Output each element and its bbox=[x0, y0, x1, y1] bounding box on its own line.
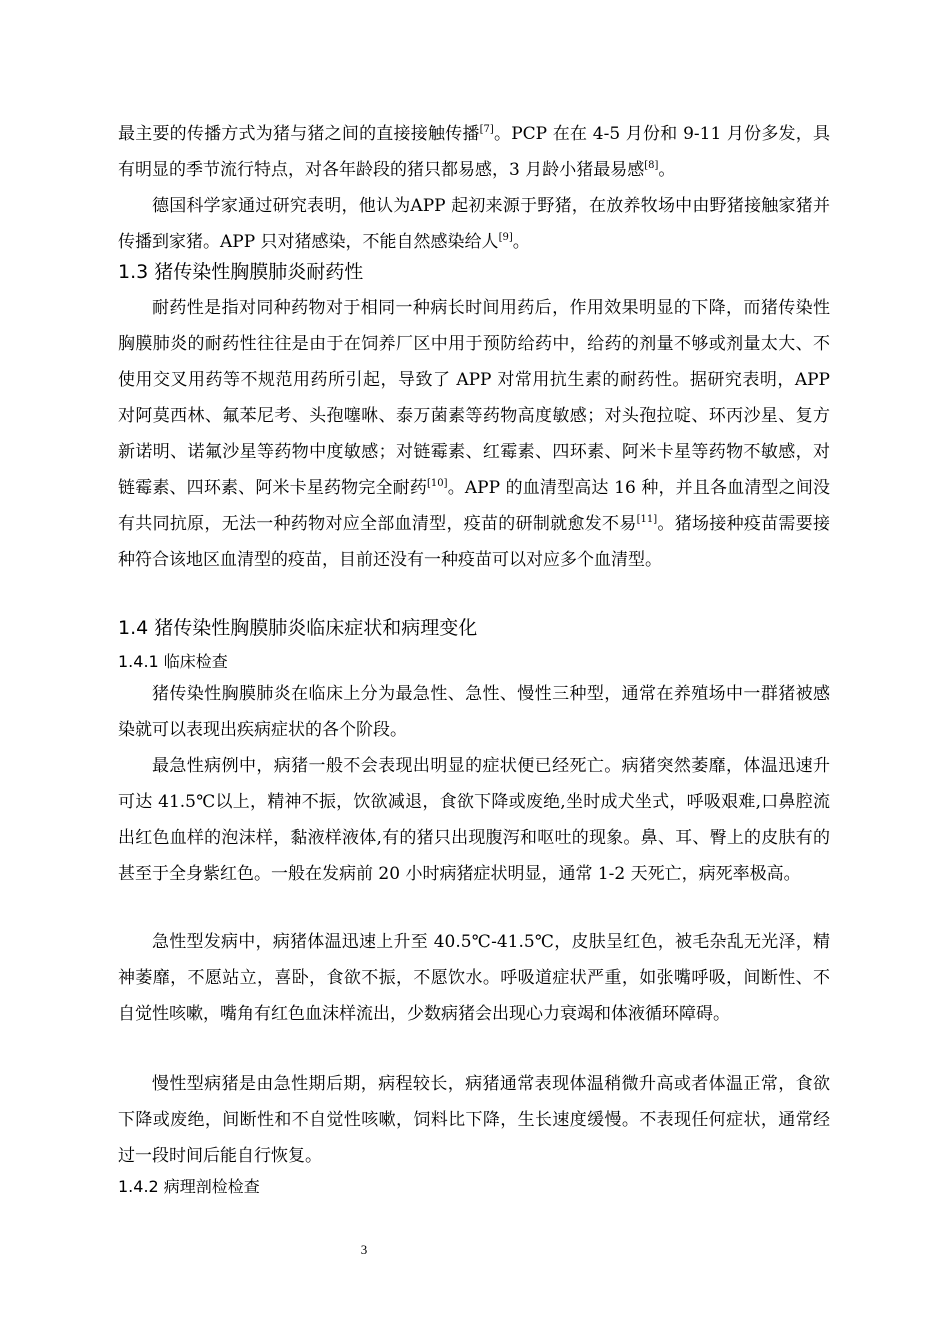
paragraph-drug-resistance bbox=[118, 290, 830, 578]
subsection-heading-1-4-2: 1.4.2 病理剖检检查 bbox=[118, 1177, 260, 1196]
page-number: 3 bbox=[360, 1242, 368, 1257]
paragraph-origin bbox=[118, 188, 830, 260]
text-run: 最急性病例中，病猪一般不会表现出明显的症状便已经死亡。病猪突然萎靡，体温迅速升可达 41.5℃以上，精神不振，饮欲减退，食欲下降或废绝,坐时成犬坐式，呼吸艰难,口鼻腔流出红色血样的泡沫样，黏液样液体,有的猪只出现腹泻和呕吐的现象。鼻、耳、臀上的皮肤有的甚至于全身紫红色。一般在发病前 20 小时病猪症状明显，通常 1-2 天死亡，病死率极高。 bbox=[118, 756, 830, 884]
text-run: 德国科学家通过研究表明，他认为APP 起初来源于野猪，在放养牧场中由野猪接触家猪并传播到家猪。APP 只对猪感染，不能自然感染给人 bbox=[118, 196, 830, 252]
paragraph-peracute bbox=[118, 748, 830, 892]
text-run: 耐药性是指对同种药物对于相同一种病长时间用药后，作用效果明显的下降，而猪传染性胸膜肺炎的耐药性往往是由于在饲养厂区中用于预防给药中，给药的剂量不够或剂量太大、不使用交叉用药等不规范用药所引起，导致了 APP 对常用抗生素的耐药性。据研究表明，APP 对阿莫西林、氟苯尼考、头孢噻咻、泰万菌素等药物高度敏感；对头孢拉啶、环丙沙星、复方新诺明、诺氟沙星等药物中度敏感；对链霉素、红霉素、四环素、阿米卡星等药物不敏感，对链霉素、四环素、阿米卡星药物完全耐药 bbox=[118, 298, 830, 498]
text-run: 。PCP 在在 4-5 月份和 9-11 月份多发，具有明显的季节流行特点，对各年龄段的猪只都易感，3 月龄小猪最易感 bbox=[118, 124, 831, 180]
paragraph-chronic bbox=[118, 1066, 830, 1174]
subsection-heading-1-4-1: 1.4.1 临床检查 bbox=[118, 652, 228, 671]
section-heading-1-4: 1.4 猪传染性胸膜肺炎临床症状和病理变化 bbox=[118, 617, 478, 639]
text-run: 慢性型病猪是由急性期后期，病程较长，病猪通常表现体温稍微升高或者体温正常，食欲下降或废绝，间断性和不自觉性咳嗽，饲料比下降，生长速度缓慢。不表现任何症状，通常经过一段时间后能自行恢复。 bbox=[118, 1074, 830, 1166]
citation: [9] bbox=[498, 232, 513, 243]
text-run: 最主要的传播方式为猪与猪之间的直接接触传播 bbox=[118, 124, 480, 144]
text-run: 。 bbox=[658, 160, 676, 180]
citation: [7] bbox=[479, 124, 494, 135]
text-run: 。APP 的血清型高达 16 种，并且各血清型之间没有共同抗原，无法一种药物对应全部血清型，疫苗的研制就愈发不易 bbox=[118, 478, 831, 534]
text-run: 。 bbox=[512, 232, 530, 252]
citation: [11] bbox=[636, 514, 658, 525]
section-heading-1-3: 1.3 猪传染性胸膜肺炎耐药性 bbox=[118, 261, 364, 283]
paragraph-transmission bbox=[118, 116, 830, 188]
paragraph-acute bbox=[118, 924, 830, 1032]
text-run: 猪传染性胸膜肺炎在临床上分为最急性、急性、慢性三种型，通常在养殖场中一群猪被感染就可以表现出疾病症状的各个阶段。 bbox=[118, 684, 830, 740]
text-run: 。猪场接种疫苗需要接种符合该地区血清型的疫苗，目前还没有一种疫苗可以对应多个血清型。 bbox=[118, 514, 831, 570]
paragraph-clinical-types bbox=[118, 676, 830, 748]
citation: [8] bbox=[644, 160, 659, 171]
citation: [10] bbox=[427, 478, 448, 489]
text-run: 急性型发病中，病猪体温迅速上升至 40.5℃-41.5℃，皮肤呈红色，被毛杂乱无光泽，精神萎靡，不愿站立，喜卧，食欲不振，不愿饮水。呼吸道症状严重，如张嘴呼吸，间断性、不自觉性咳嗽，嘴角有红色血沫样流出，少数病猪会出现心力衰竭和体液循环障碍。 bbox=[118, 932, 830, 1024]
